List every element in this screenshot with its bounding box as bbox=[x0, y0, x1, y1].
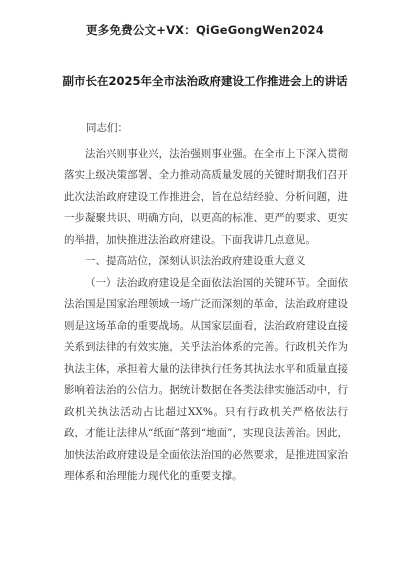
section-heading: 一、提高站位，深刻认识法治政府建设重大意义 bbox=[85, 255, 306, 267]
document-title: 副市长在2025年全市法治政府建设工作推进会上的讲话 bbox=[62, 74, 348, 88]
intro-paragraph: 法治兴则事业兴，法治强则事业强。在全市上下深入贯彻落实上级决策部署、全力推动高质量发展的关键时期我们召开此次法治政府建设工作推进会，旨在总结经验、分析问题，进一步凝聚共识、明确方向，以更高的标准、更严的要求、更实的举措，加快推进法治政府建设。下面我讲几点意见。 bbox=[64, 147, 348, 246]
salutation: 同志们： bbox=[86, 122, 128, 134]
document-body bbox=[64, 118, 348, 488]
watermark-text: 更多免费公文+VX：QiGeGongWen2024 bbox=[86, 23, 324, 37]
section-paragraph: （一）法治政府建设是全面依法治国的关键环节。全面依法治国是国家治理领域一场广泛而深刻的革命，法治政府建设则是这场革命的重要战场。从国家层面看，法治政府建设直接关系到法律的有效实施，关乎法治体系的完善。行政机关作为执法主体，承担着大量的法律执行任务其执法水平和质量直接影响着法治的公信力。据统计数据在各类法律实施活动中，行政机关执法活动占比超过XX%。只有行政机关严格依法行政，才能让法律从“纸面”落到“地面”，实现良法善治。因此，加快法治政府建设是全面依法治国的必然要求，是推进国家治理体系和治理能力现代化的重要支撑。 bbox=[64, 276, 348, 482]
